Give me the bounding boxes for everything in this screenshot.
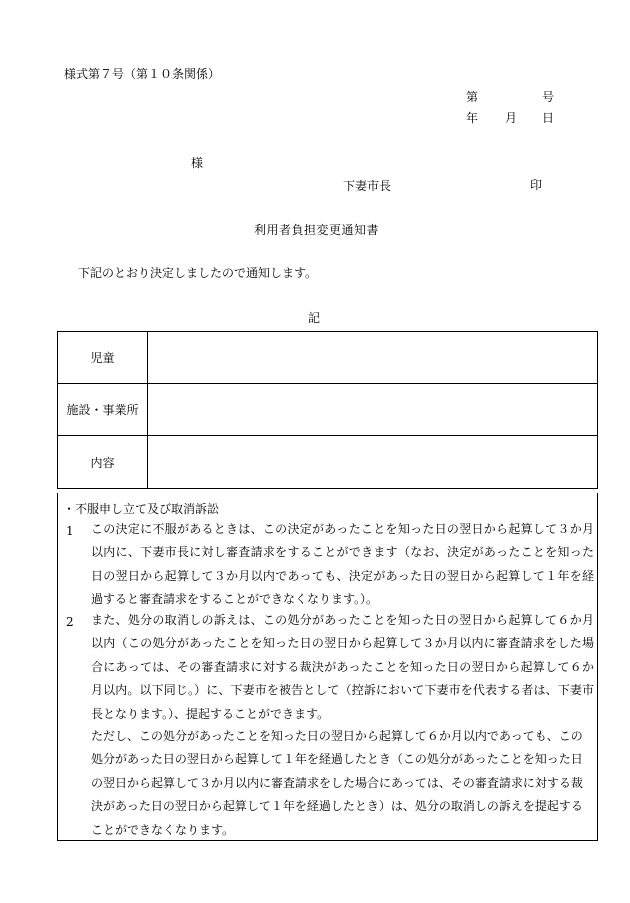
info-table bbox=[57, 331, 598, 489]
row-label-content: 内容 bbox=[58, 436, 148, 489]
notice-item bbox=[63, 524, 594, 612]
ki-heading: 記 bbox=[308, 311, 321, 325]
notice-item-number: 1 bbox=[66, 524, 74, 538]
table-row bbox=[58, 436, 598, 489]
issuer-mayor: 下妻市長 bbox=[343, 179, 392, 193]
addressee-honorific: 様 bbox=[191, 156, 204, 170]
date-month-label: 月 bbox=[505, 111, 518, 125]
document-number-prefix: 第 bbox=[466, 90, 479, 104]
notice-continuation-text: ただし、この処分があったことを知った日の翌日から起算して６か月以内であっても、この処分があった日の翌日から起算して１年を経過したとき（この処分があったことを知った日の翌日から起算して３か月以内に審査請求をした場合にあっては、その審査請求に対する裁決があった日の翌日から起算して１年を経過したとき）は、処分の取消しの訴えを提起することができなくなります。 bbox=[91, 729, 583, 837]
notice-item-text: この決定に不服があるときは、この決定があったことを知った日の翌日から起算して３か月以内に、下妻市長に対し審査請求をすることができます（なお、決定があったことを知った日の翌日から起算して３か月以内であっても、決定があった日の翌日から起算して１年を経過すると審査請求をすることができなくなります。）。 bbox=[91, 522, 594, 607]
appeal-notice-heading: ・不服申し立て及び取消訴訟 bbox=[63, 502, 220, 516]
row-value-content bbox=[148, 436, 598, 489]
row-value-facility bbox=[148, 384, 598, 436]
intro-text: 下記のとおり決定しましたので通知します。 bbox=[78, 266, 318, 280]
table-row bbox=[58, 384, 598, 436]
notice-item-text: また、処分の取消しの訴えは、この処分があったことを知った日の翌日から起算して６か月以内（この処分があったことを知った日の翌日から起算して３か月以内に審査請求をした場合にあっては、その審査請求に対する裁決があったことを知った日の翌日から起算して６か月以内。以下同じ。）に、下妻市を被告として（控訴において下妻市を代表する者は、下妻市長となります。）、提起することができます。 bbox=[91, 613, 594, 721]
date-year-label: 年 bbox=[466, 111, 479, 125]
document-title: 利用者負担変更通知書 bbox=[254, 223, 380, 237]
row-label-child: 児童 bbox=[58, 332, 148, 384]
date-day-label: 日 bbox=[542, 111, 555, 125]
table-row bbox=[58, 332, 598, 384]
notice-item-number: 2 bbox=[66, 615, 74, 629]
row-value-child bbox=[148, 332, 598, 384]
appeal-notice-box bbox=[57, 493, 598, 841]
document-number-suffix: 号 bbox=[542, 90, 555, 104]
notice-item bbox=[63, 615, 594, 726]
form-number: 様式第７号（第１０条関係） bbox=[64, 67, 221, 81]
seal-mark: 印 bbox=[530, 178, 543, 192]
row-label-facility: 施設・事業所 bbox=[58, 384, 148, 436]
